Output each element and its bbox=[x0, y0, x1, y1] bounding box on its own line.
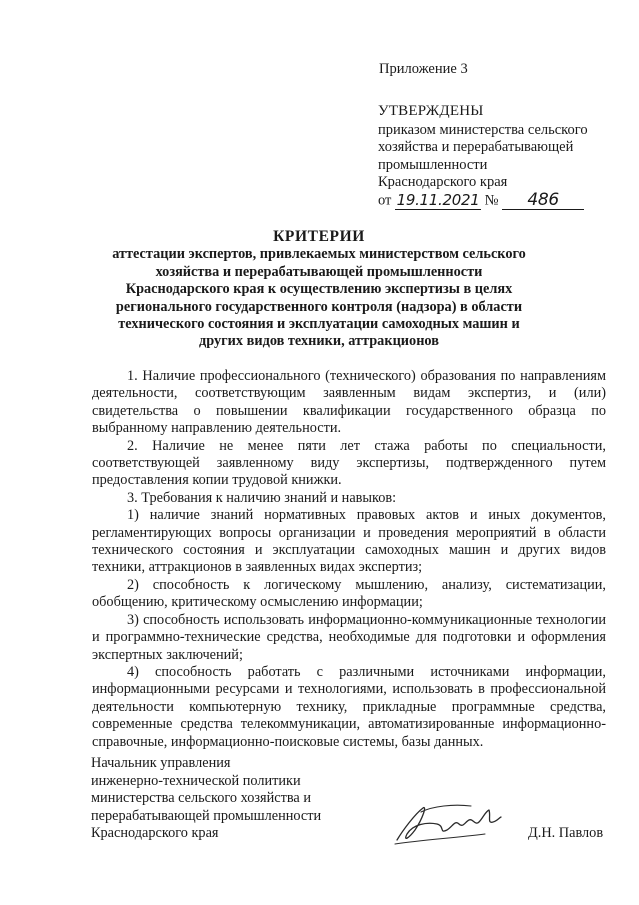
paragraph: 2) способность к логическому мышлению, анализу, систематизации, обобщению, критическому осмыслению информации; bbox=[92, 576, 606, 611]
paragraph: 3) способность использовать информационно-коммуникационные технологии и программно-технические средства, необходимые для подготовки и оформления экспертных заключений; bbox=[92, 611, 606, 663]
signatory-name: Д.Н. Павлов bbox=[528, 825, 604, 841]
approved-heading: УТВЕРЖДЕНЫ bbox=[378, 103, 484, 119]
order-number: 486 bbox=[502, 192, 584, 210]
document-title bbox=[100, 228, 538, 351]
signatory-role-line: инженерно-технической политики bbox=[91, 772, 301, 789]
approved-line: хозяйства и перерабатывающей bbox=[378, 139, 574, 155]
signatory-role-line: Краснодарского края bbox=[91, 825, 219, 842]
order-from-label: от bbox=[378, 192, 392, 208]
approval-block bbox=[378, 103, 618, 210]
order-date: 19.11.2021 bbox=[396, 190, 480, 209]
handwritten-signature bbox=[393, 800, 505, 846]
approved-line: приказом министерства сельского bbox=[378, 121, 588, 138]
title-line: аттестации экспертов, привлекаемых министерством сельского bbox=[112, 246, 526, 263]
title-line: Краснодарского края к осуществлению экспертизы в целях bbox=[125, 281, 513, 298]
paragraph: 4) способность работать с различными источниками информации, информационными ресурсами и технологиями, использовать в профессиональной деятельности компьютерную технику, прикладные программные средства, современные средства телекоммуникации, автоматизированные информационно-справочные, информационно-поисковые системы, базы данных. bbox=[92, 663, 606, 750]
paragraph: 1. Наличие профессионального (технического) образования по направлениям деятельности, соответствующим заявленным видам экспертиз, и (или) свидетельства о повышении квалификации государственного образца по выбранному направлению деятельности. bbox=[92, 368, 606, 437]
paragraph: 3. Требования к наличию знаний и навыков: bbox=[127, 489, 397, 506]
signatory-role bbox=[91, 755, 381, 843]
title-line: хозяйства и перерабатывающей промышленности bbox=[155, 263, 483, 280]
signatory-role-line: перерабатывающей промышленности bbox=[91, 807, 322, 824]
approved-line: Краснодарского края bbox=[378, 174, 508, 190]
title-line: других видов техники, аттракционов bbox=[199, 333, 439, 350]
signatory-role-line: министерства сельского хозяйства и bbox=[91, 790, 311, 807]
document-body bbox=[92, 368, 606, 751]
approved-line: промышленности bbox=[378, 156, 488, 173]
title-line: регионального государственного контроля (надзора) в области bbox=[115, 298, 523, 315]
order-number-label: № bbox=[484, 192, 499, 208]
paragraph: 2. Наличие не менее пяти лет стажа работы по специальности, соответствующей заявленному виду экспертизы, подтвержденного путем предоставления копии трудовой книжки. bbox=[92, 437, 606, 489]
signatory-role-line: Начальник управления bbox=[91, 755, 231, 771]
order-line bbox=[378, 189, 618, 210]
paragraph: 1) наличие знаний нормативных правовых актов и иных документов, регламентирующих вопросы организации и проведения мероприятий в области технического состояния и эксплуатации самоходных машин и других видов техники, аттракционов в заявленных видах экспертиз; bbox=[92, 507, 606, 576]
title-heading: КРИТЕРИИ bbox=[273, 228, 365, 245]
appendix-label: Приложение 3 bbox=[379, 61, 468, 77]
title-line: технического состояния и эксплуатации самоходных машин и bbox=[118, 316, 520, 333]
